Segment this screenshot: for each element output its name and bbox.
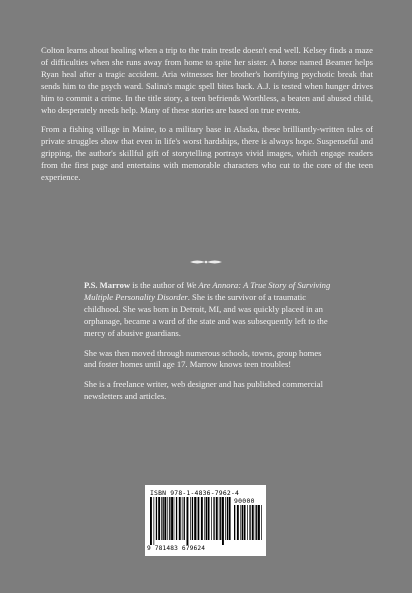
author-bio [84, 280, 334, 411]
addon-barcode-bars [234, 505, 262, 545]
bio-paragraph-3: She is a freelance writer, web designer and has published commercial newsletters and articles. [84, 379, 323, 402]
author-name: P.S. Marrow [84, 280, 131, 290]
bio-paragraph-1 [84, 280, 334, 340]
blurb-paragraph-2: From a fishing village in Maine, to a military base in Alaska, these brilliantly-written tales of private struggles show that even in life's worst hardships, there is always hope. Suspenseful and gripping, the author's skillful gift of storytelling portrays vivid images, which engage readers from the first page and entertains with memorable characters who cut to the core of the teen experience. [41, 124, 373, 183]
isbn-barcode [145, 485, 266, 556]
ean-digits: 9 781483 679624 [147, 545, 206, 552]
ean-barcode-bars [150, 497, 232, 545]
addon-code: 90000 [234, 497, 255, 505]
isbn-label: ISBN 978-1-4836-7962-4 [150, 489, 240, 497]
previous-book-title: We Are Annora: A True Story of Surviving Multiple Personality Disorder [84, 280, 331, 302]
bio-intro-rest: . She is the survivor of a traumatic childhood. She was born in Detroit, MI, and was quickly placed in an orphanage, became a ward of the state and was subsequently left to the mercy of abusive guardians. [84, 291, 328, 338]
blurb-paragraph-1: Colton learns about healing when a trip to the train trestle doesn't end well. Kelsey finds a maze of difficulties when she runs away from home to spite her sister. A horse named Beamer helps Ryan heal after a tragic accident. Aria witnesses her brother's horrifying psychotic break that sends him to the psych ward. Salina's magic spell bites back. A.J. is tested when hunger drives him to commit a crime. In the title story, a teen befriends Worthless, a beaten and abused child, who desperately needs help. Many of these stories are based on true events. [41, 45, 373, 115]
back-cover-blurb [41, 45, 373, 192]
divider-flourish-icon [0, 259, 412, 265]
bio-paragraph-2: She was then moved through numerous schools, towns, group homes and foster homes until age 17. Marrow knows teen troubles! [84, 347, 322, 370]
bio-intro-text: is the author of [130, 280, 187, 290]
